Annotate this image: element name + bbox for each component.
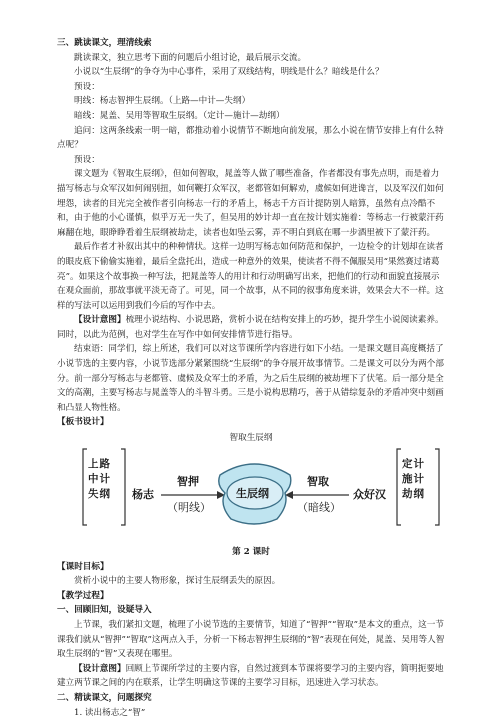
- design-intent-label: 【设计意图】: [74, 315, 126, 326]
- design-intent: [57, 313, 445, 342]
- paragraph: 赏析小说中的主要人物形象，探讨生辰纲丢失的原因。: [74, 576, 281, 587]
- right-stage: 施计: [402, 473, 425, 486]
- left-stage: 上路: [88, 458, 111, 471]
- conclusion-text: 同学们，综上所述，我们可以对这节课所学内容进行如下小结。一是课文题目高度概括了小说节选的主要内容，小说节选部分紧紧围绕“生辰纲”的争夺展开故事情节。二是课文可以分为两个部分。前一部分写杨志与老都管、虞候及众军士的矛盾，为之后生辰纲的被劫埋下了伏笔。后一部分是全文的高潮，主要写杨志与晁盖等人的斗智斗勇。三是小说构思精巧，善于从错综复杂的矛盾冲突中刻画和凸显人物性格。: [57, 344, 444, 413]
- board-diagram: [57, 431, 445, 543]
- paragraph: 明线：杨志智押生辰纲。（上路—中计—失纲）: [74, 96, 251, 107]
- left-stage-list: [88, 457, 111, 502]
- diagram-title: 智取生辰纲: [229, 433, 273, 444]
- right-stage-list: [402, 457, 425, 502]
- section-heading: 三、跳读课文，理清线索: [57, 38, 152, 48]
- design-intent-text: 梳理小说结构、小说思路，赏析小说在结构安排上的巧妙，提升学生小说阅读素养。同时，以此为范例，也对学生在写作中如何安排情节进行指导。: [57, 315, 444, 340]
- paragraph: 暗线：晁盖、吴用等智取生辰纲。（定计—施计—劫纲）: [74, 110, 285, 121]
- left-stage: 中计: [88, 473, 111, 486]
- board-design-label: 【板书设计】: [57, 417, 109, 428]
- right-stage: 劫纲: [402, 488, 425, 501]
- paragraph: 上节课，我们紧扣文题，梳理了小说节选的主要情节，知道了“智押”“智取”是本文的重点，这一节课我们就从“智押”“智取”这两点入手，分析一下杨志智押生辰纲的“智”表现在何处，晁盖、吴用等人智取生辰纲的“智”又表现在哪里。: [57, 620, 445, 660]
- right-arrow-top: 智取: [307, 475, 329, 489]
- paragraph: 最后作者才补叙出其中的种种情状。这样一边明写杨志如何防范和保护，一边检令的计划却在读者的眼皮底下偷偷实施着，最后全盘托出，造成一种意外的效果，使读者不得不佩服吴用“果然赛过诸葛亮”。如果这个故事换一种写法，把晁盖等人的用计和行动明确写出来，把他们的行动和面貌直接展示在观众面前，那故事就平淡无奇了。可见，同一个故事，从不同的叙事角度来讲，效果会大不一样。这样的写法可以运用到我们今后的写作中去。: [57, 242, 444, 311]
- list-item: 1. 读出杨志之“智”: [74, 707, 146, 718]
- process-label: 【教学过程】: [57, 590, 109, 601]
- paragraph: 课文题为《智取生辰纲》，但如何智取，晁盖等人做了哪些准备，作者都没有事先点明，而是着力描写杨志与众军汉如何闹别扭，如何鞭打众军汉，老都管如何解劝，虞候如何进谗言，以及军汉们如何埋怨，读者的目光完全被作者引向杨志一行的矛盾上，杨志千方百计提防别人暗算，虽然有点冷酷不和，由于他的小心谨慎，似乎万无一失了，但吴用的妙计却一直在按计划实施着：等杨志一行被蒙汗药麻翻在地，眼睁睁看着生辰纲被劫走，读者也如坠云雾，弄不明白到底在哪一步酒里被下了蒙汗药。: [57, 169, 444, 238]
- left-arrow-bottom: （明线）: [167, 501, 211, 515]
- design-intent-label: 【设计意图】: [74, 663, 126, 674]
- section-heading: 二、精读课文，问题探究: [57, 692, 152, 703]
- design-intent-text: 回顾上节课所学过的主要内容，自然过渡到本节课将要学习的主要内容，简明扼要地建立两节课之间的内在联系，让学生明确这节课的主要学习目标，迅速进入学习状态。: [57, 663, 444, 689]
- right-name: 众好汉: [353, 488, 386, 502]
- paragraph: 预设：: [74, 154, 100, 165]
- lesson-title: 第 2 课时: [232, 547, 270, 558]
- left-stage: 失纲: [88, 488, 111, 501]
- paragraph: 预设：: [74, 81, 100, 92]
- right-stage: 定计: [402, 458, 425, 471]
- center-label: 生辰纲: [236, 487, 269, 501]
- paragraph: 跳读课文，独立思考下面的问题后小组讨论，最后展示交流。: [74, 52, 307, 63]
- left-arrow-top: 智押: [177, 475, 199, 489]
- design-intent: [57, 662, 445, 691]
- paragraph: 小说以“生辰纲”的争夺为中心事件，采用了双线结构，明线是什么？暗线是什么？: [74, 67, 384, 78]
- conclusion: [57, 342, 445, 415]
- goal-label: 【课时目标】: [57, 561, 109, 572]
- section-heading: 一、回顾旧知，设疑导入: [57, 605, 152, 616]
- document-page: [57, 36, 445, 720]
- conclusion-label: 结束语：: [74, 344, 109, 355]
- left-name: 杨志: [132, 488, 154, 502]
- right-arrow-bottom: （暗线）: [297, 501, 341, 515]
- paragraph: 追问：这两条线索一明一暗，都推动着小说情节不断地向前发展，那么小说在情节安排上有什么特点呢？: [57, 125, 444, 151]
